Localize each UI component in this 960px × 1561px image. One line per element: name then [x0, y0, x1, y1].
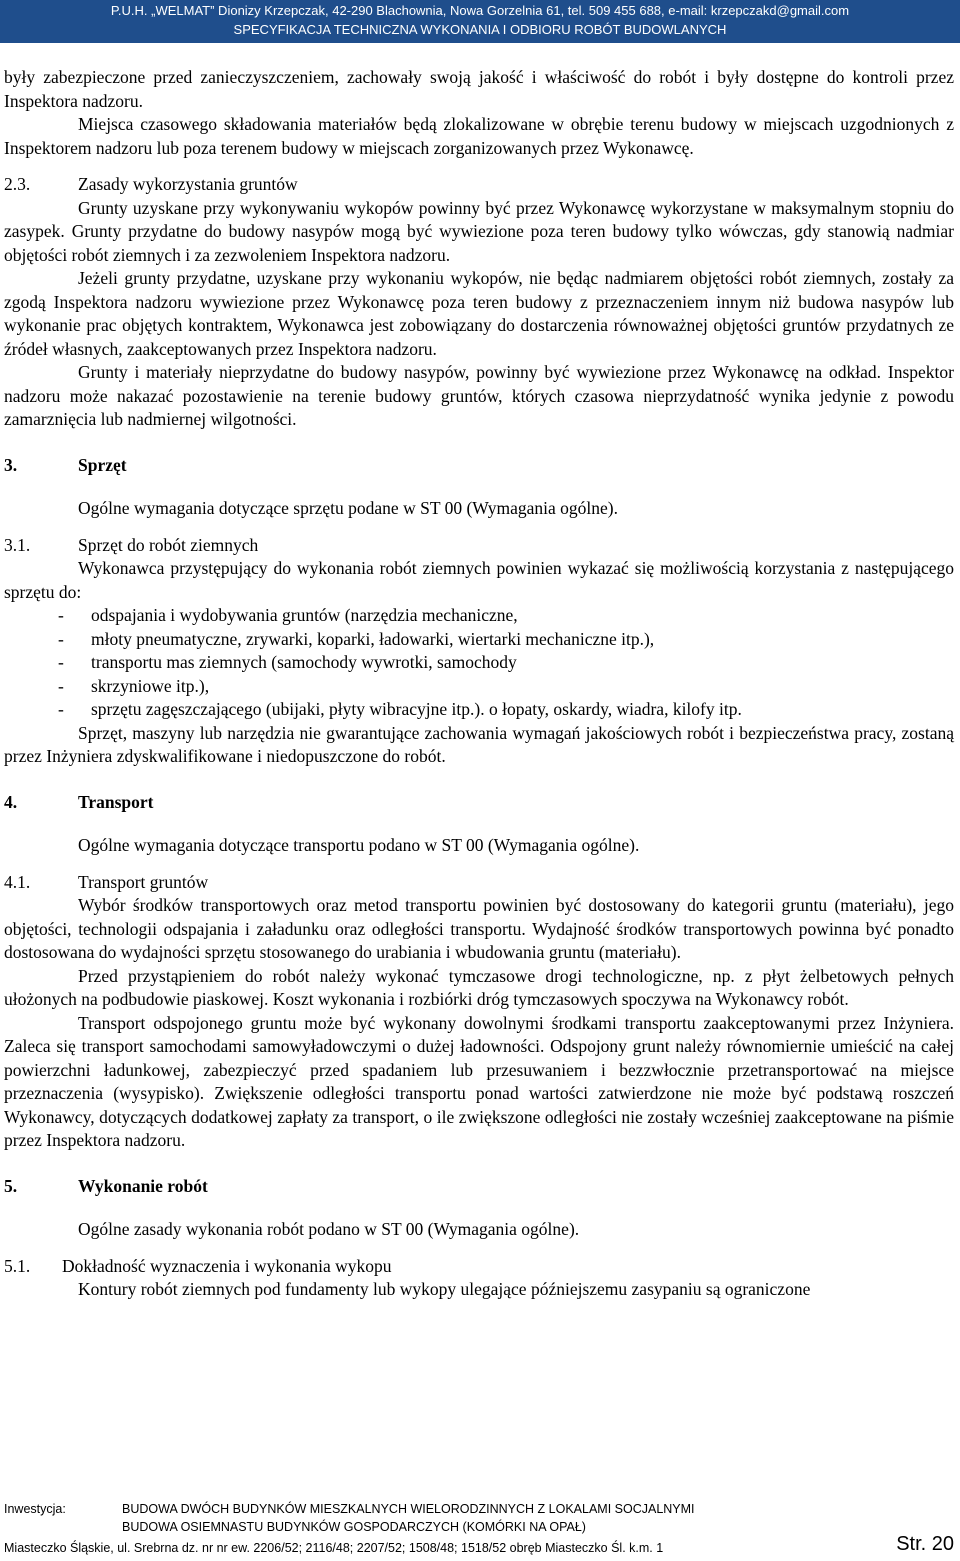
page-footer [0, 1492, 960, 1561]
section-heading-5-1 [4, 1255, 954, 1279]
document-body [4, 66, 954, 1302]
chapter-number: 3. [4, 454, 18, 475]
section-heading-4-1 [4, 871, 954, 895]
footer-investment-line2: BUDOWA OSIEMNASTU BUDYNKÓW GOSPODARCZYCH (KOMÓRKI NA OPAŁ) [122, 1520, 586, 1534]
list-item: - młoty pneumatyczne, zrywarki, koparki, ładowarki, wiertarki mechaniczne itp.), [58, 628, 655, 649]
footer-location: Miasteczko Śląskie, ul. Srebrna dz. nr nr ew. 2206/52; 2116/48; 2207/52; 1508/48; 1518/52 obręb Miasteczko Śl. k.m. 1 [4, 1541, 664, 1555]
section-heading-3-1 [4, 534, 954, 558]
section-number: 3.1. [4, 534, 31, 555]
paragraph: Grunty i materiały nieprzydatne do budowy nasypów, powinny być wywiezione przez Wykonawcę na odkład. Inspektor nadzoru może nakazać pozostawienie na terenie budowy gruntów, których czasowa nieprzydatność wynika jedynie z powodu zamarznięcia lub nadmiernej wilgotności. [4, 362, 954, 429]
header-spec-title: SPECYFIKACJA TECHNICZNA WYKONANIA I ODBIORU ROBÓT BUDOWLANYCH [233, 22, 727, 37]
section-number: 4.1. [4, 871, 31, 892]
list-item: - odspajania i wydobywania gruntów (narzędzia mechaniczne, [58, 605, 518, 625]
chapter-number: 4. [4, 791, 18, 812]
section-heading-2-3 [4, 173, 954, 197]
chapter-note: Ogólne wymagania dotyczące sprzętu podane w ST 00 (Wymagania ogólne). [78, 498, 618, 518]
paragraph: Transport odspojonego gruntu może być wykonany dowolnymi środkami transportu zaakceptowanymi przez Inżyniera. Zaleca się transport samochodami samowyładowczymi o dużej ładowności. Odspojony grunt należy równomiernie umieścić na całej powierzchni ładunkowej, zabezpieczyć przed spadaniem lub przesuwaniem i bezzwłocznie przetransportować na miejsce przeznaczenia (wysypisko). Zwiększenie odległości transportu ponad wartości zatwierdzone nie może być podstawą roszczeń Wykonawcy, dotyczących dodatkowej zapłaty za transport, o ile zwiększone odległości nie zostały wcześniej zaakceptowane na piśmie przez Inspektora nadzoru. [4, 1012, 954, 1150]
section-number: 5.1. [4, 1255, 31, 1276]
chapter-heading-3 [4, 454, 954, 478]
paragraph: Sprzęt, maszyny lub narzędzia nie gwarantujące zachowania wymagań jakościowych robót i bezpieczeństwa pracy, zostaną przez Inżyniera zdyskwalifikowane i niedopuszczone do robót. [4, 722, 954, 766]
paragraph: Przed przystąpieniem do robót należy wykonać tymczasowe drogi technologiczne, np. z płyt żelbetowych pełnych ułożonych na podbudowie piaskowej. Koszt wykonania i rozbiórki dróg tymczasowych spoczywa na Wykonawcy robót. [4, 965, 954, 1009]
chapter-heading-5 [4, 1175, 954, 1199]
paragraph: Miejsca czasowego składowania materiałów będą zlokalizowane w obrębie terenu budowy w miejscach uzgodnionych z Inspektorem nadzoru lub poza terenem budowy w miejscach zorganizowanych przez Wykonawcę. [4, 114, 954, 158]
section-number: 2.3. [4, 174, 31, 194]
chapter-note: Ogólne zasady wykonania robót podano w ST 00 (Wymagania ogólne). [78, 1219, 580, 1239]
footer-investment-line1: BUDOWA DWÓCH BUDYNKÓW MIESZKALNYCH WIELORODZINNYCH Z LOKALAMI SOCJALNYMI [122, 1502, 695, 1516]
chapter-note: Ogólne wymagania dotyczące transportu podano w ST 00 (Wymagania ogólne). [78, 835, 640, 855]
chapter-title: Wykonanie robót [78, 1175, 208, 1196]
section-title: Zasady wykorzystania gruntów [78, 174, 298, 194]
chapter-heading-4 [4, 791, 954, 815]
paragraph: Grunty uzyskane przy wykonywaniu wykopów powinny być przez Wykonawcę wykorzystane w maksymalnym stopniu do zasypek. Grunty przydatne do budowy nasypów mogą być wywiezione poza teren budowy tylko wówczas, gdy stanowią nadmiar objętości robót ziemnych i za zezwoleniem Inspektora nadzoru. [4, 197, 954, 265]
page-header [0, 0, 960, 43]
paragraph: Wykonawca przystępujący do wykonania robót ziemnych powinien wykazać się możliwością korzystania z następującego sprzętu do: [4, 558, 954, 602]
paragraph: Kontury robót ziemnych pod fundamenty lub wykopy ulegające późniejszemu zasypaniu są ograniczone [78, 1279, 811, 1299]
section-title: Transport gruntów [78, 871, 209, 892]
chapter-number: 5. [4, 1175, 18, 1196]
paragraph: były zabezpieczone przed zanieczyszczeniem, zachowały swoją jakość i właściwość do robót i były dostępne do kontroli przez Inspektora nadzoru. [4, 67, 954, 111]
list-item: - transportu mas ziemnych (samochody wywrotki, samochody [58, 652, 517, 672]
chapter-title: Sprzęt [78, 454, 127, 475]
page-number: Str. 20 [896, 1533, 954, 1555]
paragraph: Jeżeli grunty przydatne, uzyskane przy wykonaniu wykopów, nie będąc nadmiarem objętości robót ziemnych, zostały za zgodą Inspektora nadzoru wywiezione przez Wykonawcę poza teren budowy z przeznaczeniem innym niż budowa nasypów lub wykonanie prac objętych kontraktem, Wykonawca jest zobowiązany do dostarczenia równoważnej objętości gruntów przydatnych ze źródeł własnych, zaakceptowanych przez Inspektora nadzoru. [4, 268, 954, 359]
header-company-line: P.U.H. „WELMAT” Dionizy Krzepczak, 42-290 Blachownia, Nowa Gorzelnia 61, tel. 509 455 688, e-mail: krzepczakd@gmail.com [110, 3, 850, 18]
footer-label: Inwestycja: [4, 1502, 66, 1516]
chapter-title: Transport [78, 791, 154, 812]
list-item: - sprzętu zagęszczającego (ubijaki, płyty wibracyjne itp.). o łopaty, oskardy, wiadra, kilofy itp. [58, 699, 742, 719]
paragraph: Wybór środków transportowych oraz metod transportu powinien być dostosowany do kategorii gruntu (materiału), jego objętości, technologii odspajania i załadunku oraz odległości transportu. Wydajność środków transportowych powinna być ponadto dostosowana do wydajności sprzętu stosowanego do urabiania i wbudowania gruntu (materiału). [4, 895, 954, 962]
list-item: - skrzyniowe itp.), [58, 675, 210, 696]
section-title: Sprzęt do robót ziemnych [78, 534, 259, 555]
section-title: Dokładność wyznaczenia i wykonania wykopu [62, 1255, 392, 1276]
